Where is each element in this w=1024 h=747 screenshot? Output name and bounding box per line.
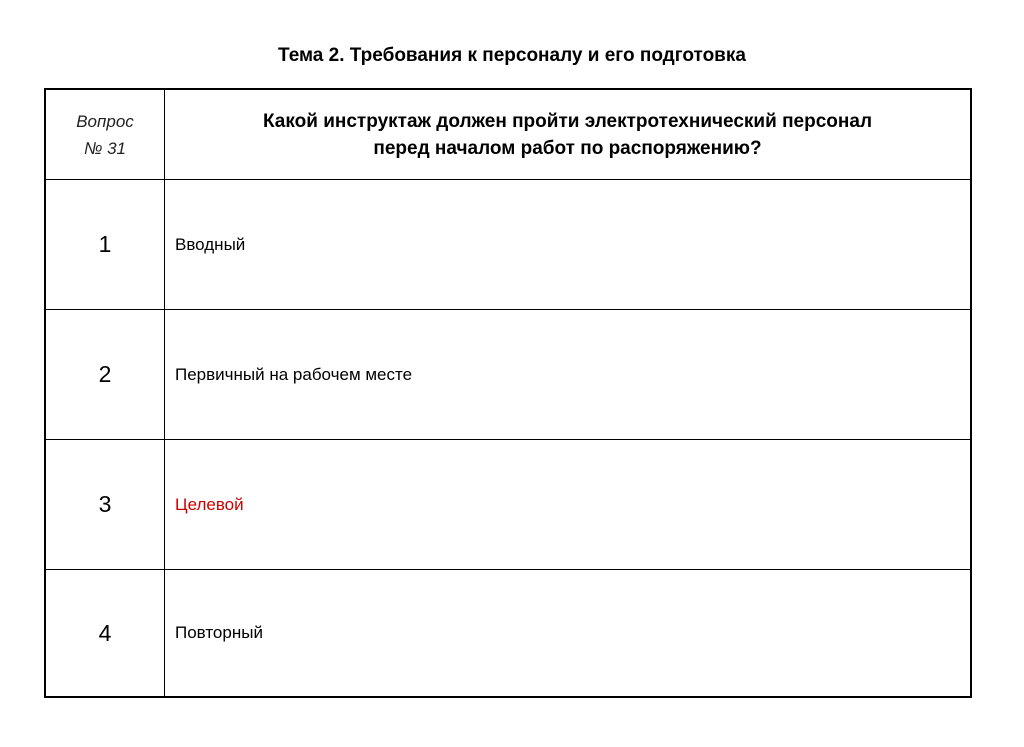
answer-text: Повторный (175, 623, 263, 642)
question-header-row (46, 90, 970, 180)
answer-row-2[interactable] (46, 310, 970, 440)
correct-answer-text: Целевой (175, 494, 244, 514)
answer-text-cell (165, 310, 970, 439)
answer-number-cell (46, 310, 165, 439)
question-text-cell (165, 90, 970, 179)
page-title: Тема 2. Требования к персоналу и его подготовка (278, 45, 746, 66)
answer-text-cell (165, 570, 970, 696)
question-number: № 31 (83, 138, 127, 158)
answer-number: 4 (98, 619, 112, 646)
answer-number: 1 (98, 231, 112, 257)
answer-number: 3 (98, 491, 112, 517)
answer-text: Первичный на рабочем месте (175, 364, 413, 384)
question-text-line1: Какой инструктаж должен пройти электротехнический персонал (262, 110, 873, 132)
question-label-word: Вопрос (76, 111, 134, 131)
answer-row-3[interactable] (46, 440, 970, 570)
answer-row-4[interactable] (46, 570, 970, 696)
answer-number-cell (46, 440, 165, 569)
answer-text: Вводный (175, 234, 246, 254)
question-label (76, 108, 134, 162)
answer-text-cell (165, 440, 970, 569)
question-text-line2: перед началом работ по распоряжению? (373, 137, 762, 159)
question-label-cell (46, 90, 165, 179)
answer-row-1[interactable] (46, 180, 970, 310)
question-table (44, 88, 972, 698)
answer-number-cell (46, 570, 165, 696)
question-text (175, 108, 970, 162)
answer-number: 2 (98, 361, 112, 387)
answer-number-cell (46, 180, 165, 309)
answer-text-cell (165, 180, 970, 309)
